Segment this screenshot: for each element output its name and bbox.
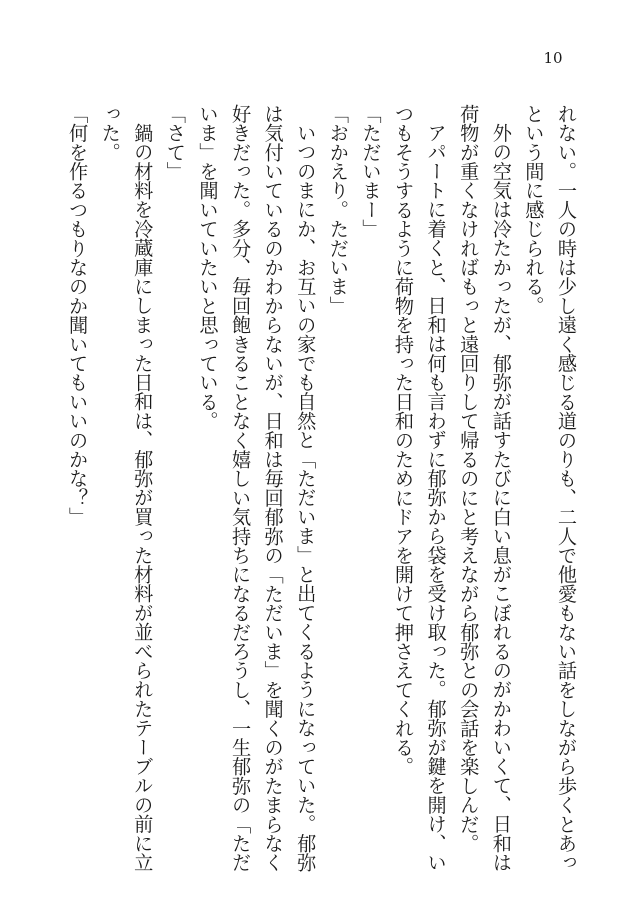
text-line: アパートに着くと、日和は何も言わずに郁弥から袋を受け取った。郁弥が鍵を開け、い <box>424 123 448 872</box>
text-line: いま」を聞いていたいと思っている。 <box>196 104 220 431</box>
vertical-body-text <box>61 104 583 872</box>
dialogue-line: 「おかえり。ただいま」 <box>326 104 350 316</box>
text-line: という間に感じられる。 <box>522 104 546 316</box>
text-line: 鍋の材料を冷蔵庫にしまった日和は、郁弥が買った材料が並べられたテーブルの前に立 <box>131 123 155 872</box>
text-line: れない。一人の時は少し遠く感じる道のりも、二人で他愛もない話をしながら歩くとあっ <box>555 104 578 872</box>
page-number: 10 <box>543 49 563 67</box>
dialogue-line: 「ただいまー」 <box>359 104 383 239</box>
text-line: 好きだった。多分、毎回飽きることなく嬉しい気持ちになるだろうし、一生郁弥の「ただ <box>229 104 253 872</box>
text-line: いつのまにか、お互いの家でも自然と「ただいま」と出てくるようになっていた。郁弥 <box>294 123 318 872</box>
text-line: った。 <box>98 104 122 162</box>
text-line: つもそうするように荷物を持った日和のためにドアを開けて押さえてくれる。 <box>392 104 416 776</box>
text-line: 荷物が重くなければもっと遠回りして帰るのにと考えながら郁弥との会話を楽しんだ。 <box>457 104 481 853</box>
dialogue-line: 「さて」 <box>163 104 187 181</box>
dialogue-line: 「何を作るつもりなのか聞いてもいいのかな？」 <box>66 104 90 527</box>
text-line: 外の空気は冷たかったが、郁弥が話すたびに白い息がこぼれるのがかわいくて、日和は <box>489 123 513 872</box>
text-line: は気付いているのかわからないが、日和は毎回郁弥の「ただいま」を聞くのがたまらなく <box>261 104 285 872</box>
